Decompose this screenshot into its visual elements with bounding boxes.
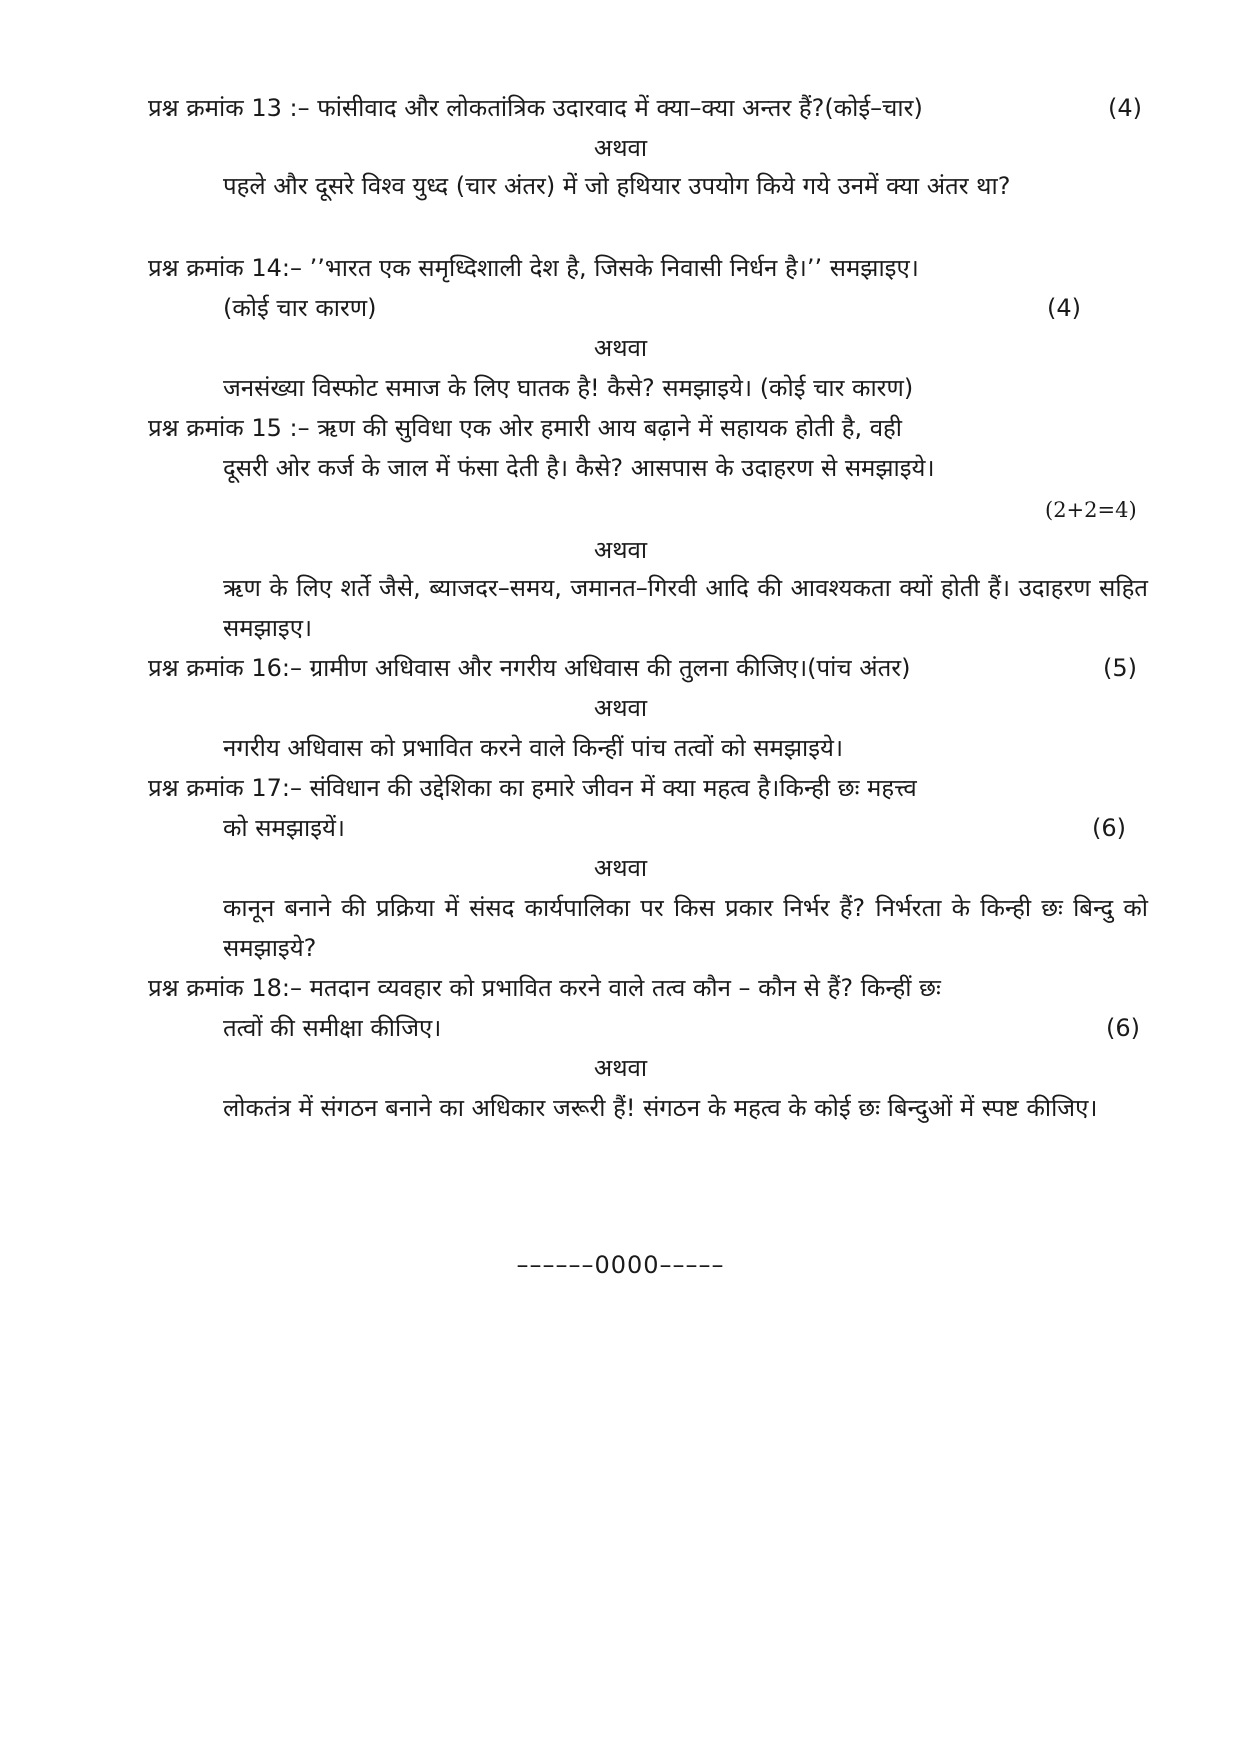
page-end-marker: ––––––0000–––––: [516, 1251, 725, 1279]
question-15-text: प्रश्न क्रमांक 15 :– ऋण की सुविधा एक ओर हमारी आय बढ़ाने में सहायक होती है, वही: [148, 414, 903, 442]
athva-13: अथवा: [593, 134, 648, 162]
athva-16: अथवा: [593, 694, 648, 722]
athva-14: अथवा: [593, 334, 648, 362]
question-15-alternative: ऋण के लिए शर्ते जैसे, ब्याजदर–समय, जमानत–गिरवी आदि की आवश्यकता क्यों होती हैं। उदाहरण सहित समझाइए।: [223, 574, 1148, 642]
athva-18: अथवा: [593, 1054, 648, 1082]
question-16-marks: (5): [1103, 654, 1137, 682]
question-17-alternative: कानून बनाने की प्रक्रिया में संसद कार्यपालिका पर किस प्रकार निर्भर हैं? निर्भरता के किन्ही छः बिन्दु को समझाइये?: [223, 894, 1148, 962]
question-16-alternative: नगरीय अधिवास को प्रभावित करने वाले किन्हीं पांच तत्वों को समझाइये।: [223, 734, 844, 762]
question-18-alternative: लोकतंत्र में संगठन बनाने का अधिकार जरूरी हैं! संगठन के महत्व के कोई छः बिन्दुओं में स्पष्ट कीजिए।: [223, 1094, 1098, 1122]
question-15-text-continued: दूसरी ओर कर्ज के जाल में फंसा देती है। कैसे? आसपास के उदाहरण से समझाइये।: [223, 454, 935, 482]
question-14-marks: (4): [1047, 294, 1081, 322]
question-13-alternative: पहले और दूसरे विश्व युध्द (चार अंतर) में जो हथियार उपयोग किये गये उनमें क्या अंतर था?: [223, 172, 1011, 200]
question-18-text-continued: तत्वों की समीक्षा कीजिए।: [223, 1014, 442, 1042]
question-17-text: प्रश्न क्रमांक 17:– संविधान की उद्देशिका का हमारे जीवन में क्या महत्व है।किन्ही छः महत्त्व: [148, 774, 917, 802]
question-15-marks: (2+2=4): [1045, 498, 1137, 522]
question-17-marks: (6): [1092, 814, 1126, 842]
question-18-marks: (6): [1106, 1014, 1140, 1042]
question-17-text-continued: को समझाइयें।: [223, 814, 346, 842]
athva-17: अथवा: [593, 854, 648, 882]
question-18-text: प्रश्न क्रमांक 18:– मतदान व्यवहार को प्रभावित करने वाले तत्व कौन – कौन से हैं? किन्हीं छः: [148, 974, 941, 1002]
question-14-text: प्रश्न क्रमांक 14:– ’’भारत एक समृध्दिशाली देश है, जिसके निवासी निर्धन है।’’ समझाइए।: [148, 254, 919, 282]
question-13-marks: (4): [1108, 94, 1142, 122]
question-14-subtext: (कोई चार कारण): [223, 294, 377, 322]
question-14-alternative: जनसंख्या विस्फोट समाज के लिए घातक है! कैसे? समझाइये। (कोई चार कारण): [223, 374, 914, 402]
question-13-text: प्रश्न क्रमांक 13 :– फांसीवाद और लोकतांत्रिक उदारवाद में क्या–क्या अन्तर हैं?(कोई–चार): [148, 94, 923, 122]
question-16-text: प्रश्न क्रमांक 16:– ग्रामीण अधिवास और नगरीय अधिवास की तुलना कीजिए।(पांच अंतर): [148, 654, 911, 682]
athva-15: अथवा: [593, 536, 648, 564]
